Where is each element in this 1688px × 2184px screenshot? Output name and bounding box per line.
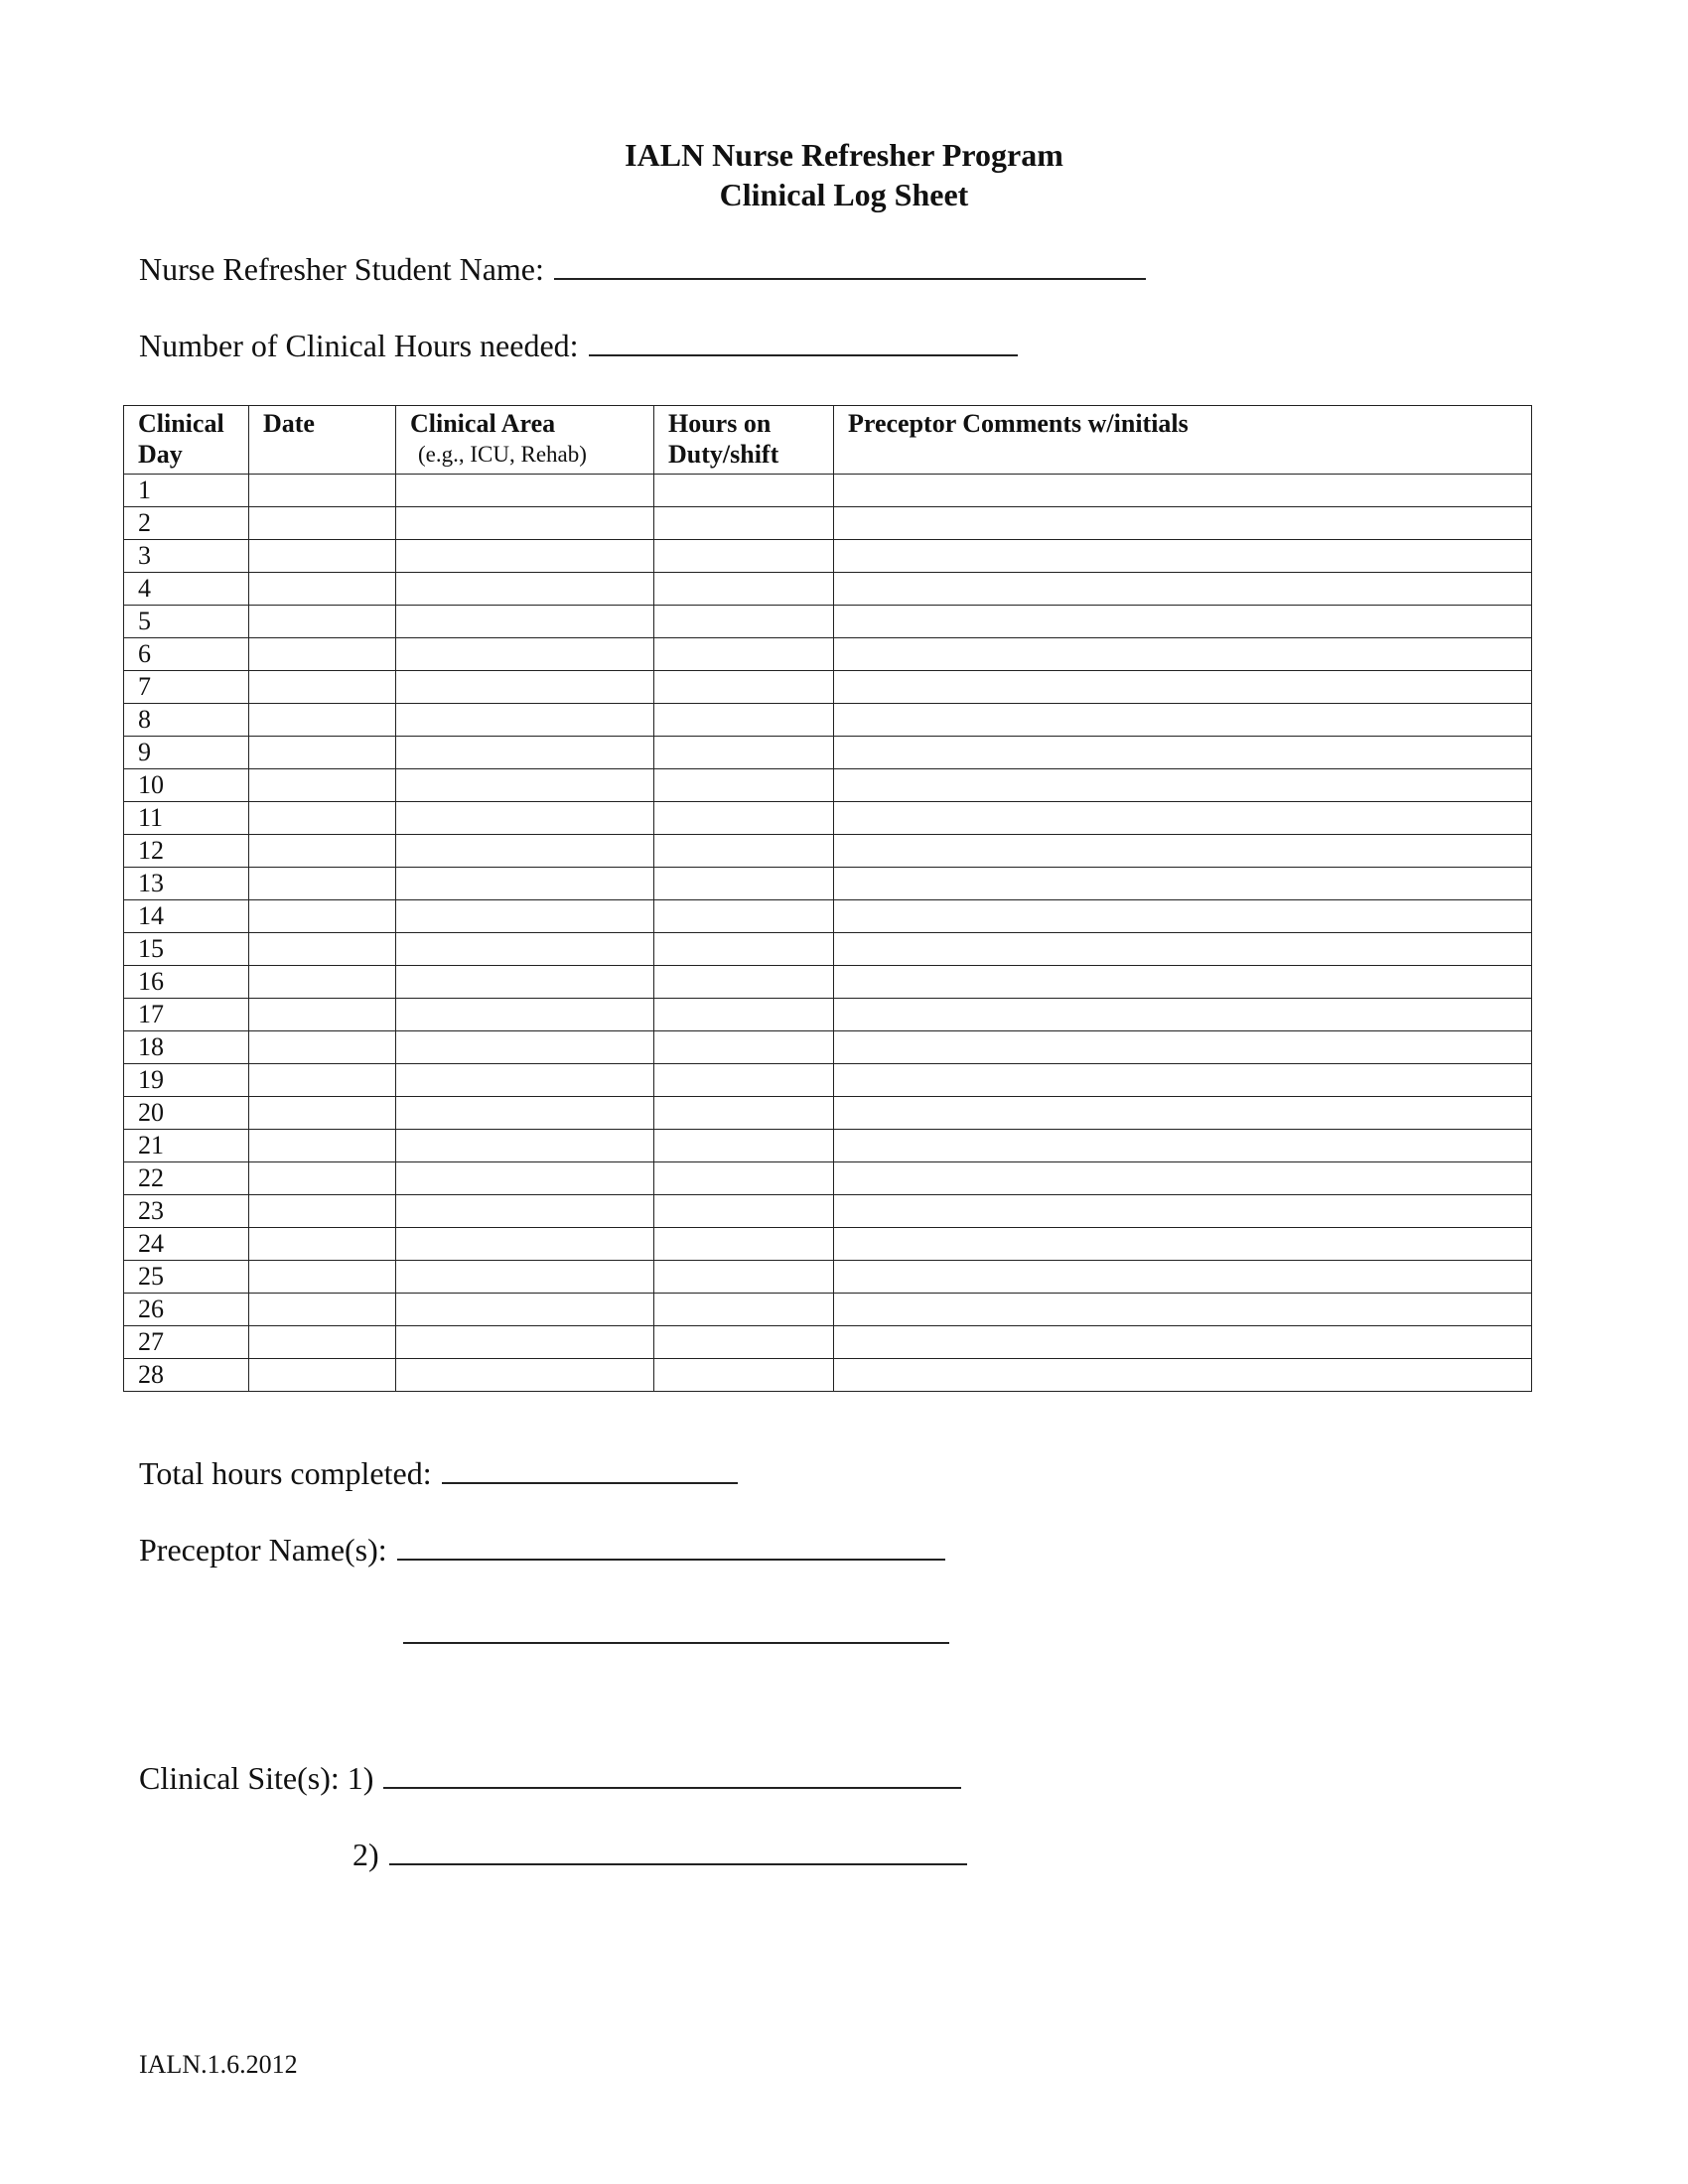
comments-cell[interactable] [834, 1064, 1532, 1097]
table-row [124, 1261, 1532, 1294]
header-clinical-area [396, 406, 654, 475]
comments-cell[interactable] [834, 1326, 1532, 1359]
clinical-area-cell[interactable] [396, 999, 654, 1031]
comments-cell[interactable] [834, 999, 1532, 1031]
preceptor-names-row [139, 1529, 945, 1570]
date-cell[interactable] [249, 868, 396, 900]
clinical-area-cell[interactable] [396, 573, 654, 606]
table-row [124, 1294, 1532, 1326]
comments-cell[interactable] [834, 868, 1532, 900]
date-cell[interactable] [249, 900, 396, 933]
hours-cell[interactable] [654, 638, 834, 671]
table-row [124, 999, 1532, 1031]
hours-cell[interactable] [654, 769, 834, 802]
date-cell[interactable] [249, 933, 396, 966]
hours-cell[interactable] [654, 475, 834, 507]
hours-cell[interactable] [654, 737, 834, 769]
table-row [124, 868, 1532, 900]
hours-cell[interactable] [654, 606, 834, 638]
clinical-area-cell[interactable] [396, 1097, 654, 1130]
table-row [124, 507, 1532, 540]
date-cell[interactable] [249, 1261, 396, 1294]
hours-cell[interactable] [654, 1359, 834, 1392]
day-number: 7 [124, 671, 249, 704]
day-number: 24 [124, 1228, 249, 1261]
hours-cell[interactable] [654, 1195, 834, 1228]
date-cell[interactable] [249, 1162, 396, 1195]
day-number: 13 [124, 868, 249, 900]
table-header-row [124, 406, 1532, 475]
clinical-sites-label: Clinical Site(s): 1) [139, 1760, 374, 1796]
preceptor-names-row-2 [403, 1612, 949, 1653]
hours-cell[interactable] [654, 1097, 834, 1130]
comments-cell[interactable] [834, 1130, 1532, 1162]
comments-cell[interactable] [834, 1294, 1532, 1326]
date-cell[interactable] [249, 704, 396, 737]
date-cell[interactable] [249, 966, 396, 999]
day-number: 18 [124, 1031, 249, 1064]
hours-needed-row [139, 325, 1018, 365]
table-row [124, 769, 1532, 802]
table-row [124, 606, 1532, 638]
hours-cell[interactable] [654, 573, 834, 606]
comments-cell[interactable] [834, 835, 1532, 868]
clinical-area-cell[interactable] [396, 1130, 654, 1162]
date-cell[interactable] [249, 606, 396, 638]
comments-cell[interactable] [834, 933, 1532, 966]
clinical-area-cell[interactable] [396, 671, 654, 704]
hours-cell[interactable] [654, 999, 834, 1031]
day-number: 22 [124, 1162, 249, 1195]
day-number: 5 [124, 606, 249, 638]
hours-cell[interactable] [654, 1326, 834, 1359]
hours-cell[interactable] [654, 671, 834, 704]
header-clinical-area-label: Clinical Area [410, 409, 556, 438]
date-cell[interactable] [249, 1195, 396, 1228]
table-row [124, 1031, 1532, 1064]
comments-cell[interactable] [834, 769, 1532, 802]
date-cell[interactable] [249, 835, 396, 868]
date-cell[interactable] [249, 475, 396, 507]
header-preceptor-comments: Preceptor Comments w/initials [834, 406, 1532, 475]
day-number: 26 [124, 1294, 249, 1326]
hours-cell[interactable] [654, 1261, 834, 1294]
hours-cell[interactable] [654, 1031, 834, 1064]
day-number: 3 [124, 540, 249, 573]
clinical-area-cell[interactable] [396, 1162, 654, 1195]
clinical-area-cell[interactable] [396, 475, 654, 507]
date-cell[interactable] [249, 671, 396, 704]
hours-cell[interactable] [654, 1130, 834, 1162]
table-row [124, 671, 1532, 704]
table-row [124, 900, 1532, 933]
day-number: 25 [124, 1261, 249, 1294]
preceptor-names-label: Preceptor Name(s): [139, 1532, 387, 1568]
comments-cell[interactable] [834, 540, 1532, 573]
hours-cell[interactable] [654, 1294, 834, 1326]
table-row [124, 1326, 1532, 1359]
day-number: 1 [124, 475, 249, 507]
clinical-area-cell[interactable] [396, 868, 654, 900]
hours-cell[interactable] [654, 900, 834, 933]
clinical-area-cell[interactable] [396, 1228, 654, 1261]
total-hours-row [139, 1452, 738, 1493]
preceptor-name-field-2[interactable] [403, 1612, 949, 1644]
date-cell[interactable] [249, 1359, 396, 1392]
hours-needed-label: Number of Clinical Hours needed: [139, 328, 579, 363]
clinical-site-row-1 [139, 1757, 961, 1798]
student-name-row [139, 248, 1146, 289]
table-row [124, 966, 1532, 999]
day-number: 28 [124, 1359, 249, 1392]
table-row [124, 933, 1532, 966]
day-number: 10 [124, 769, 249, 802]
table-row [124, 835, 1532, 868]
day-number: 19 [124, 1064, 249, 1097]
clinical-area-cell[interactable] [396, 1064, 654, 1097]
day-number: 21 [124, 1130, 249, 1162]
clinical-area-cell[interactable] [396, 802, 654, 835]
comments-cell[interactable] [834, 1261, 1532, 1294]
day-number: 8 [124, 704, 249, 737]
day-number: 17 [124, 999, 249, 1031]
table-row [124, 540, 1532, 573]
date-cell[interactable] [249, 1097, 396, 1130]
header-clinical-area-example: (e.g., ICU, Rehab) [418, 442, 587, 467]
clinical-area-cell[interactable] [396, 769, 654, 802]
day-number: 6 [124, 638, 249, 671]
day-number: 16 [124, 966, 249, 999]
preceptor-name-field-1[interactable] [397, 1529, 945, 1561]
student-name-label: Nurse Refresher Student Name: [139, 251, 544, 287]
clinical-area-cell[interactable] [396, 933, 654, 966]
clinical-area-cell[interactable] [396, 1261, 654, 1294]
clinical-area-cell[interactable] [396, 1359, 654, 1392]
table-row [124, 802, 1532, 835]
date-cell[interactable] [249, 1228, 396, 1261]
hours-cell[interactable] [654, 835, 834, 868]
clinical-area-cell[interactable] [396, 638, 654, 671]
student-name-field[interactable] [554, 248, 1146, 280]
header-clinical-day: Clinical Day [124, 406, 249, 475]
comments-cell[interactable] [834, 606, 1532, 638]
date-cell[interactable] [249, 1031, 396, 1064]
document-code: IALN.1.6.2012 [139, 2050, 298, 2079]
date-cell[interactable] [249, 507, 396, 540]
day-number: 20 [124, 1097, 249, 1130]
hours-cell[interactable] [654, 540, 834, 573]
clinical-log-table [123, 405, 1532, 1392]
clinical-area-cell[interactable] [396, 1326, 654, 1359]
clinical-site-2-label: 2) [352, 1837, 379, 1872]
hours-cell[interactable] [654, 1064, 834, 1097]
hours-cell[interactable] [654, 933, 834, 966]
hours-cell[interactable] [654, 802, 834, 835]
hours-needed-field[interactable] [589, 325, 1018, 356]
sheet-title: Clinical Log Sheet [719, 177, 969, 212]
header-date: Date [249, 406, 396, 475]
comments-cell[interactable] [834, 704, 1532, 737]
table-row [124, 1097, 1532, 1130]
clinical-area-cell[interactable] [396, 1294, 654, 1326]
date-cell[interactable] [249, 802, 396, 835]
comments-cell[interactable] [834, 507, 1532, 540]
comments-cell[interactable] [834, 802, 1532, 835]
clinical-area-cell[interactable] [396, 966, 654, 999]
comments-cell[interactable] [834, 1195, 1532, 1228]
day-number: 12 [124, 835, 249, 868]
comments-cell[interactable] [834, 475, 1532, 507]
table-body [124, 475, 1532, 1392]
day-number: 2 [124, 507, 249, 540]
day-number: 23 [124, 1195, 249, 1228]
date-cell[interactable] [249, 540, 396, 573]
hours-cell[interactable] [654, 704, 834, 737]
hours-cell[interactable] [654, 1162, 834, 1195]
comments-cell[interactable] [834, 966, 1532, 999]
clinical-area-cell[interactable] [396, 540, 654, 573]
clinical-area-cell[interactable] [396, 835, 654, 868]
date-cell[interactable] [249, 737, 396, 769]
hours-cell[interactable] [654, 868, 834, 900]
clinical-area-cell[interactable] [396, 737, 654, 769]
date-cell[interactable] [249, 769, 396, 802]
day-number: 4 [124, 573, 249, 606]
comments-cell[interactable] [834, 1359, 1532, 1392]
comments-cell[interactable] [834, 1162, 1532, 1195]
table-row [124, 1228, 1532, 1261]
table-row [124, 1162, 1532, 1195]
clinical-area-cell[interactable] [396, 704, 654, 737]
day-number: 27 [124, 1326, 249, 1359]
table-row [124, 704, 1532, 737]
table-row [124, 1130, 1532, 1162]
table-row [124, 573, 1532, 606]
date-cell[interactable] [249, 638, 396, 671]
clinical-site-field-2[interactable] [389, 1834, 967, 1865]
comments-cell[interactable] [834, 1097, 1532, 1130]
comments-cell[interactable] [834, 1228, 1532, 1261]
clinical-site-field-1[interactable] [383, 1757, 961, 1789]
day-number: 9 [124, 737, 249, 769]
header-hours-on-duty: Hours on Duty/shift [654, 406, 834, 475]
hours-cell[interactable] [654, 1228, 834, 1261]
table-row [124, 1195, 1532, 1228]
table-row [124, 737, 1532, 769]
date-cell[interactable] [249, 1294, 396, 1326]
comments-cell[interactable] [834, 638, 1532, 671]
total-hours-label: Total hours completed: [139, 1455, 432, 1491]
date-cell[interactable] [249, 1130, 396, 1162]
clinical-area-cell[interactable] [396, 1195, 654, 1228]
hours-cell[interactable] [654, 966, 834, 999]
date-cell[interactable] [249, 573, 396, 606]
date-cell[interactable] [249, 1326, 396, 1359]
comments-cell[interactable] [834, 671, 1532, 704]
table-row [124, 638, 1532, 671]
table-row [124, 475, 1532, 507]
date-cell[interactable] [249, 1064, 396, 1097]
table-row [124, 1064, 1532, 1097]
document-title [0, 135, 1688, 214]
hours-cell[interactable] [654, 507, 834, 540]
comments-cell[interactable] [834, 1031, 1532, 1064]
clinical-area-cell[interactable] [396, 507, 654, 540]
day-number: 14 [124, 900, 249, 933]
clinical-site-row-2 [352, 1834, 967, 1874]
day-number: 11 [124, 802, 249, 835]
date-cell[interactable] [249, 999, 396, 1031]
program-title: IALN Nurse Refresher Program [625, 137, 1063, 173]
day-number: 15 [124, 933, 249, 966]
comments-cell[interactable] [834, 900, 1532, 933]
clinical-area-cell[interactable] [396, 1031, 654, 1064]
clinical-area-cell[interactable] [396, 606, 654, 638]
comments-cell[interactable] [834, 737, 1532, 769]
total-hours-field[interactable] [442, 1452, 738, 1484]
comments-cell[interactable] [834, 573, 1532, 606]
clinical-area-cell[interactable] [396, 900, 654, 933]
table-row [124, 1359, 1532, 1392]
